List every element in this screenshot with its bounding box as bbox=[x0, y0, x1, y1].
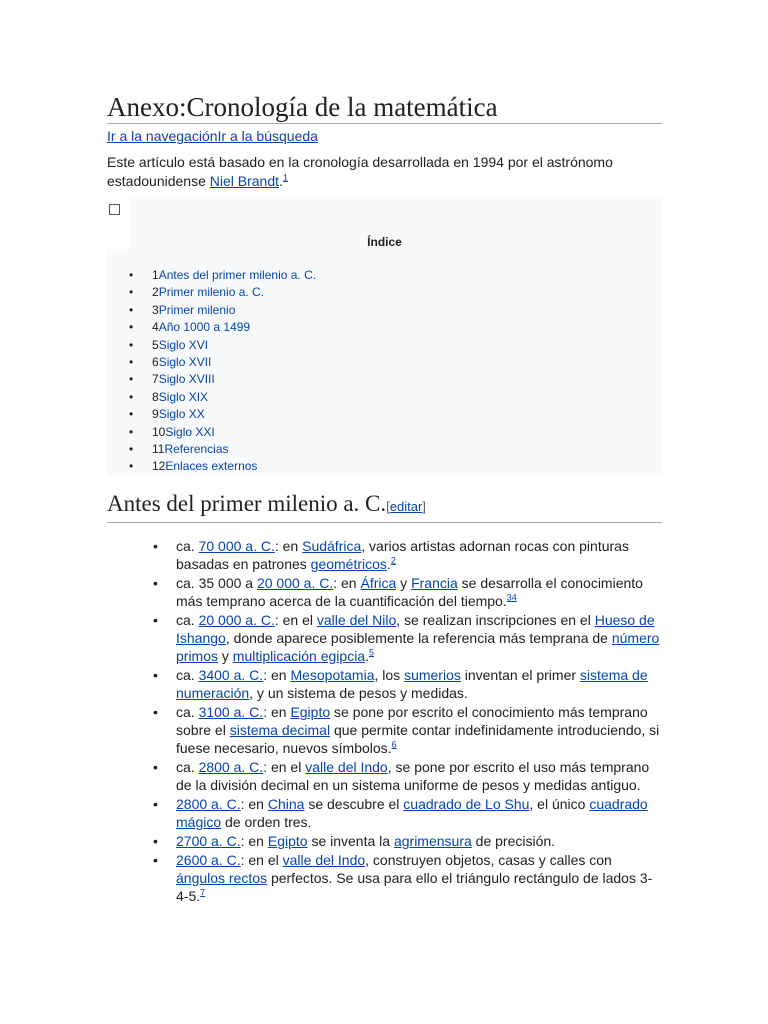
reference-link[interactable]: 34 bbox=[506, 592, 517, 603]
event-link[interactable]: 20 000 a. C. bbox=[256, 575, 334, 591]
toc-item bbox=[107, 424, 316, 441]
niel-brandt-link[interactable]: Niel Brandt bbox=[209, 173, 280, 189]
toc-item-link[interactable] bbox=[152, 442, 229, 456]
page-title: Anexo:Cronología de la matemática bbox=[107, 91, 662, 124]
event-reference bbox=[392, 739, 397, 749]
events-list bbox=[107, 537, 662, 906]
toc-item-number: 5 bbox=[152, 337, 159, 352]
event-link[interactable]: cuadrado mágico bbox=[176, 796, 648, 830]
event-link[interactable]: Egipto bbox=[290, 704, 331, 720]
toc-item-number: 11 bbox=[152, 441, 165, 456]
event-text: , construyen objetos, casas y calles con bbox=[365, 852, 612, 868]
reference-link[interactable]: 6 bbox=[391, 739, 397, 750]
event-item bbox=[107, 758, 662, 794]
toc-item-label: Siglo XVIII bbox=[158, 372, 215, 387]
toc-item-link[interactable] bbox=[152, 285, 264, 299]
event-text: ca. bbox=[176, 612, 199, 628]
toc-item bbox=[107, 267, 316, 284]
event-link[interactable]: multiplicación egipcia bbox=[232, 648, 366, 664]
event-reference bbox=[369, 647, 374, 657]
toc-item-number: 2 bbox=[152, 285, 159, 300]
event-link[interactable]: 20 000 a. C. bbox=[198, 612, 275, 628]
event-item bbox=[107, 537, 662, 573]
toc-toggle-checkbox[interactable] bbox=[109, 204, 120, 215]
event-text: : en bbox=[274, 538, 303, 554]
toc-item-link[interactable] bbox=[152, 407, 205, 421]
edit-bracket-open: [ bbox=[386, 499, 390, 514]
toc-item-label: Siglo XX bbox=[158, 407, 205, 422]
toc-item-number: 3 bbox=[152, 302, 159, 317]
event-text: y bbox=[396, 575, 412, 591]
toc-list bbox=[107, 267, 316, 476]
jump-to-navigation-link[interactable]: Ir a la navegación bbox=[107, 128, 218, 144]
toc-item-link[interactable] bbox=[152, 338, 208, 352]
event-text: : en el bbox=[274, 612, 317, 628]
event-link[interactable]: número primos bbox=[176, 630, 660, 664]
toc-item-link[interactable] bbox=[152, 268, 316, 282]
reference-link[interactable]: 5 bbox=[368, 647, 374, 658]
toc-item-number: 1 bbox=[152, 268, 159, 282]
event-text: , el único bbox=[529, 796, 590, 812]
event-text: que permite contar indefinidamente introduciendo, si fuese necesario, nuevos símbolos. bbox=[176, 722, 660, 756]
intro-paragraph bbox=[107, 153, 662, 191]
event-text: : en bbox=[333, 575, 361, 591]
event-link[interactable]: Egipto bbox=[267, 833, 308, 849]
edit-section-link[interactable]: editar bbox=[389, 499, 423, 514]
event-link[interactable]: Mesopotamia bbox=[290, 667, 375, 683]
intro-period: . bbox=[279, 173, 283, 189]
event-link[interactable]: valle del Nilo bbox=[316, 612, 397, 628]
toc-item-label: Siglo XVI bbox=[158, 337, 209, 352]
toc-item bbox=[107, 406, 316, 423]
toc-item bbox=[107, 458, 316, 475]
event-link[interactable]: 2600 a. C. bbox=[176, 852, 241, 868]
event-text: de precisión. bbox=[471, 833, 556, 849]
event-text: : en bbox=[263, 667, 291, 683]
toc-item-label: Enlaces externos bbox=[165, 459, 258, 474]
event-text: , se pone por escrito el uso más temprano de la división decimal en un sistema uniforme de pesos y medidas antiguo. bbox=[176, 759, 650, 793]
jump-to-search-link[interactable]: Ir a la búsqueda bbox=[217, 128, 318, 144]
event-text: se pone por escrito el conocimiento más temprano sobre el bbox=[176, 704, 648, 738]
event-link[interactable]: Francia bbox=[411, 575, 458, 591]
event-link[interactable]: geométricos bbox=[310, 556, 387, 572]
toc-item bbox=[107, 354, 316, 371]
event-text: ca. bbox=[176, 704, 199, 720]
event-text: ca. bbox=[176, 759, 199, 775]
event-text: : en bbox=[240, 833, 268, 849]
toc-item-number: 4 bbox=[152, 320, 159, 335]
section-heading bbox=[107, 489, 662, 523]
event-reference bbox=[391, 555, 396, 565]
event-text: se descubre el bbox=[304, 796, 404, 812]
event-link[interactable]: ángulos rectos bbox=[176, 870, 268, 886]
event-link[interactable]: África bbox=[360, 575, 397, 591]
event-item bbox=[107, 832, 662, 850]
event-link[interactable]: valle del Indo bbox=[305, 759, 388, 775]
toc-item bbox=[107, 441, 316, 458]
event-reference bbox=[507, 592, 517, 602]
event-link[interactable]: 2700 a. C. bbox=[176, 833, 241, 849]
toc-item-number: 10 bbox=[152, 424, 166, 439]
event-item bbox=[107, 703, 662, 757]
event-link[interactable]: sistema de numeración bbox=[176, 667, 648, 701]
event-item bbox=[107, 666, 662, 702]
toc-item-label: Antes del primer milenio a. C. bbox=[158, 268, 317, 282]
event-text: perfectos. Se usa para ello el triángulo rectángulo de lados 3-4-5. bbox=[176, 870, 653, 904]
toc-item-label: Primer milenio a. C. bbox=[158, 285, 265, 300]
event-text: , se realizan inscripciones en el bbox=[396, 612, 595, 628]
toc-item-number: 9 bbox=[152, 407, 159, 422]
toc-item-link[interactable] bbox=[152, 303, 235, 317]
event-link[interactable]: 2800 a. C. bbox=[176, 796, 241, 812]
toc-item bbox=[107, 337, 316, 354]
reference-link[interactable]: 2 bbox=[390, 555, 396, 566]
toc-item-label: Siglo XVII bbox=[158, 354, 212, 369]
event-text: inventan el primer bbox=[460, 667, 580, 683]
event-link[interactable]: Hueso de Ishango bbox=[176, 612, 655, 646]
toc-item bbox=[107, 284, 316, 301]
event-text: se desarrolla el conocimiento más temprano acerca de la cuantificación del tiempo. bbox=[176, 575, 643, 609]
toc-item-number: 7 bbox=[152, 372, 159, 387]
event-link[interactable]: 70 000 a. C. bbox=[198, 538, 275, 554]
toc-item bbox=[107, 371, 316, 388]
event-link[interactable]: cuadrado de Lo Shu bbox=[403, 796, 530, 812]
event-text: de orden tres. bbox=[221, 814, 312, 830]
toc-item-label: Siglo XIX bbox=[158, 389, 209, 404]
toc-item bbox=[107, 389, 316, 406]
event-text: ca. bbox=[176, 667, 199, 683]
intro-text: Este artículo está basado en la cronología desarrollada en 1994 por el astrónomo estadounidense bbox=[107, 154, 613, 189]
toc-item-number: 12 bbox=[152, 459, 166, 474]
toc-title: Índice bbox=[367, 235, 402, 249]
event-link[interactable]: valle del Indo bbox=[282, 852, 366, 868]
event-text: : en el bbox=[263, 759, 306, 775]
event-text: , varios artistas adornan rocas con pinturas basadas en patrones bbox=[176, 538, 629, 572]
event-text: : en bbox=[240, 796, 268, 812]
edit-section bbox=[386, 499, 426, 514]
event-text: se inventa la bbox=[307, 833, 394, 849]
event-link[interactable]: sistema decimal bbox=[229, 722, 331, 738]
event-link[interactable]: 3100 a. C. bbox=[198, 704, 264, 720]
toc-item-label: Referencias bbox=[164, 441, 229, 456]
toc-item-label: Siglo XXI bbox=[165, 424, 215, 439]
event-text: , donde aparece posiblemente la referencia más temprana de bbox=[225, 630, 612, 646]
toc-item-number: 6 bbox=[152, 354, 159, 369]
jump-links bbox=[107, 128, 318, 144]
event-link[interactable]: 2800 a. C. bbox=[198, 759, 264, 775]
table-of-contents bbox=[107, 197, 662, 475]
event-link[interactable]: Sudáfrica bbox=[302, 538, 362, 554]
toc-item-link[interactable] bbox=[152, 425, 215, 439]
event-item bbox=[107, 574, 662, 610]
toc-item-link[interactable] bbox=[152, 372, 215, 386]
toc-item-number: 8 bbox=[152, 389, 159, 404]
reference-link[interactable]: 7 bbox=[200, 887, 206, 898]
section-heading-text: Antes del primer milenio a. C. bbox=[107, 491, 387, 516]
event-link[interactable]: China bbox=[267, 796, 305, 812]
toc-item-link[interactable] bbox=[152, 320, 250, 334]
toc-item-label: Primer milenio bbox=[158, 302, 236, 317]
reference-link[interactable]: 1 bbox=[282, 172, 288, 183]
event-text: : en bbox=[263, 704, 291, 720]
toc-item bbox=[107, 302, 316, 319]
event-item bbox=[107, 611, 662, 665]
event-text: : en el bbox=[240, 852, 283, 868]
event-item bbox=[107, 851, 662, 905]
event-text: y bbox=[218, 648, 233, 664]
toc-item-link[interactable] bbox=[152, 355, 211, 369]
event-text: ca. 35 000 a bbox=[176, 575, 257, 591]
event-item bbox=[107, 795, 662, 831]
event-link[interactable]: sumerios bbox=[404, 667, 461, 683]
event-text: ca. bbox=[176, 538, 199, 554]
event-link[interactable]: 3400 a. C. bbox=[198, 667, 264, 683]
toc-item bbox=[107, 319, 316, 336]
event-reference bbox=[200, 887, 205, 897]
event-text: , los bbox=[374, 667, 405, 683]
event-text: . bbox=[386, 556, 391, 572]
event-text: , y un sistema de pesos y medidas. bbox=[249, 685, 468, 701]
event-text: . bbox=[365, 648, 369, 664]
toc-item-link[interactable] bbox=[152, 459, 257, 473]
edit-bracket-close: ] bbox=[422, 499, 426, 514]
toc-item-link[interactable] bbox=[152, 390, 208, 404]
toc-item-label: Año 1000 a 1499 bbox=[158, 320, 251, 335]
event-link[interactable]: agrimensura bbox=[393, 833, 472, 849]
